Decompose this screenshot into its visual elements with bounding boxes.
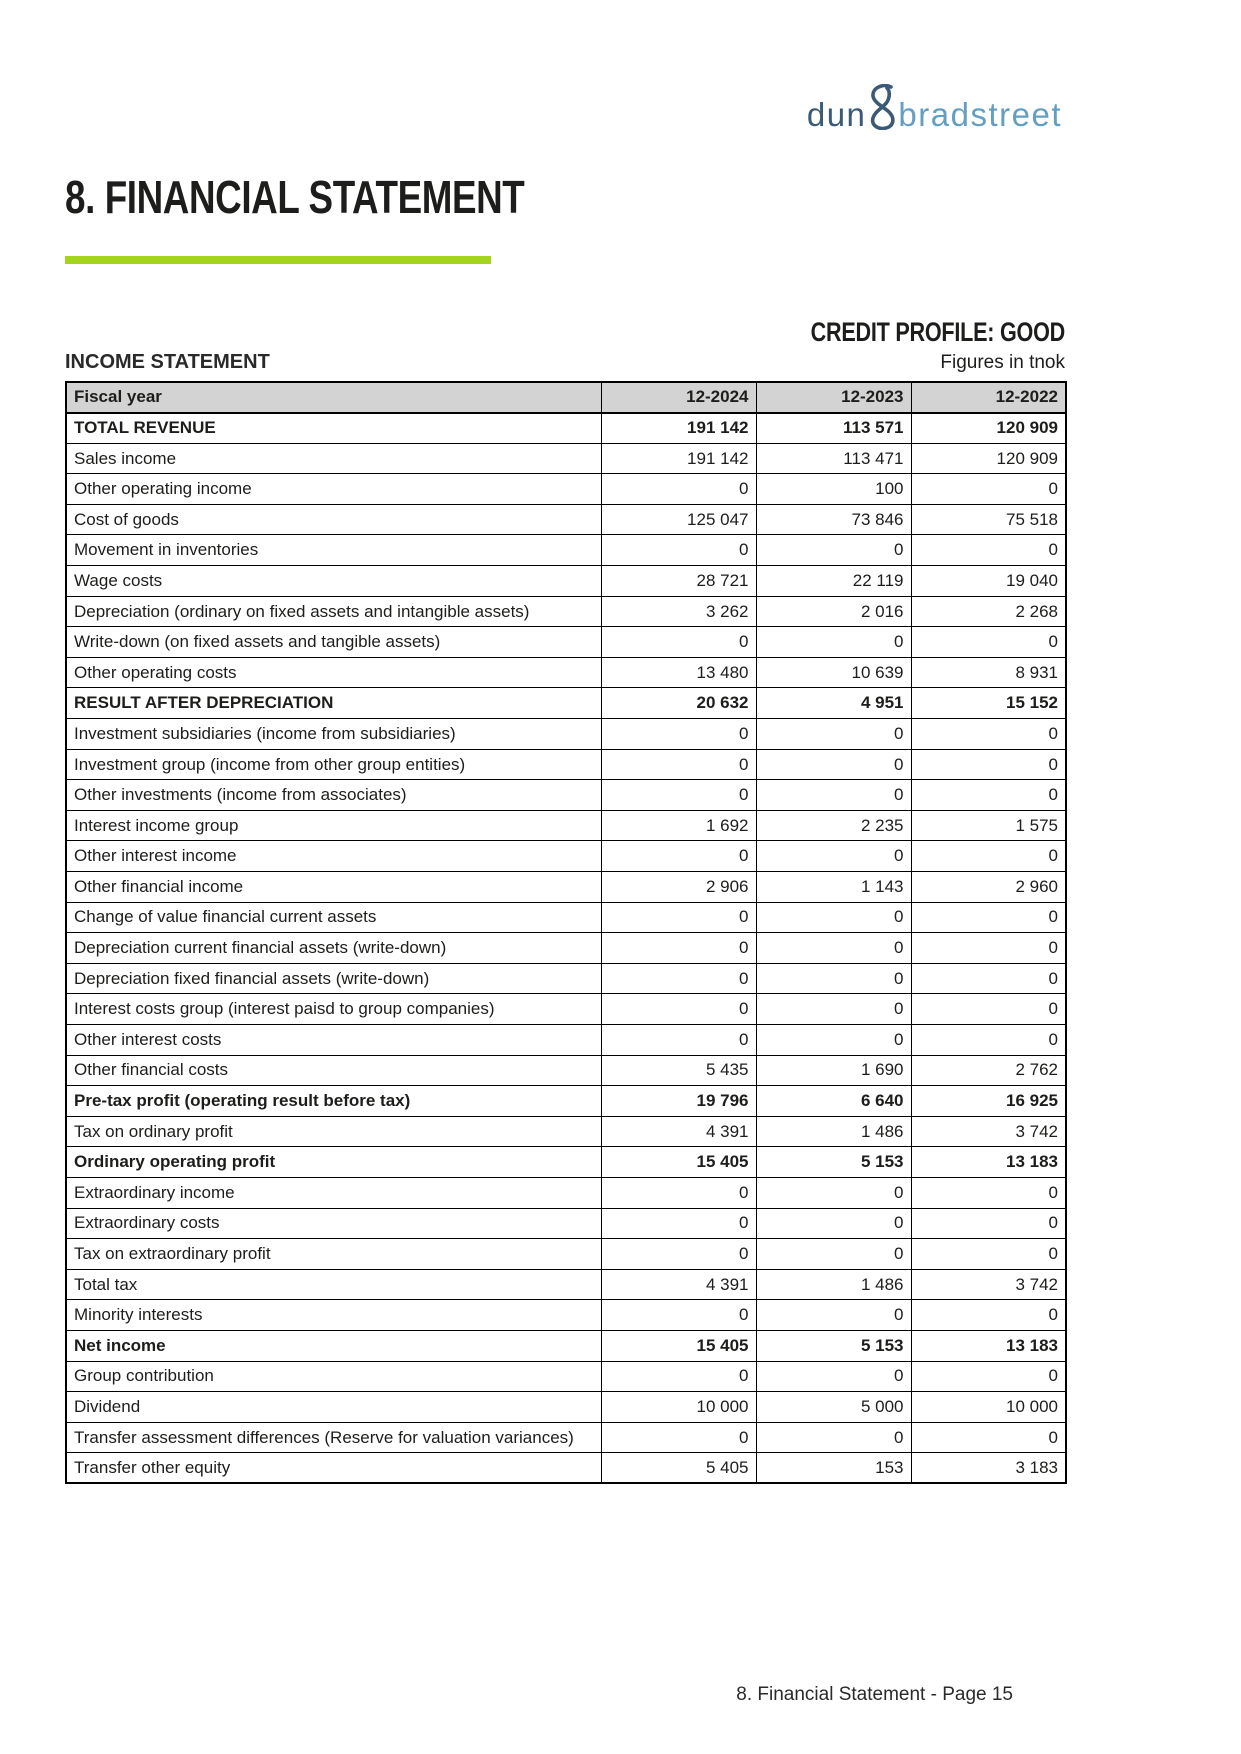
row-value: 0	[756, 994, 911, 1025]
table-row	[66, 719, 1066, 750]
row-label: Investment subsidiaries (income from subsidiaries)	[66, 719, 601, 750]
row-value: 0	[756, 963, 911, 994]
row-value: 19 040	[911, 566, 1066, 597]
row-label: Other interest costs	[66, 1024, 601, 1055]
row-value: 0	[911, 1422, 1066, 1453]
row-value: 0	[756, 749, 911, 780]
row-value: 4 391	[601, 1269, 756, 1300]
row-value: 0	[911, 841, 1066, 872]
row-value: 4 391	[601, 1116, 756, 1147]
row-value: 0	[601, 1177, 756, 1208]
row-value: 5 435	[601, 1055, 756, 1086]
row-value: 0	[756, 1208, 911, 1239]
row-value: 0	[756, 841, 911, 872]
table-row	[66, 535, 1066, 566]
row-label: Write-down (on fixed assets and tangible assets)	[66, 627, 601, 658]
row-label: Tax on extraordinary profit	[66, 1239, 601, 1270]
row-value: 0	[911, 1208, 1066, 1239]
income-statement-table	[65, 381, 1067, 1484]
row-label: Interest costs group (interest paisd to group companies)	[66, 994, 601, 1025]
table-row	[66, 810, 1066, 841]
table-row	[66, 872, 1066, 903]
row-value: 0	[911, 1239, 1066, 1270]
table-row	[66, 657, 1066, 688]
table-row	[66, 1208, 1066, 1239]
row-value: 0	[601, 1208, 756, 1239]
logo-text-dun: dun	[806, 96, 867, 133]
row-value: 0	[756, 902, 911, 933]
row-value: 13 480	[601, 657, 756, 688]
row-value: 2 016	[756, 596, 911, 627]
row-value: 120 909	[911, 443, 1066, 474]
table-row	[66, 504, 1066, 535]
row-value: 2 762	[911, 1055, 1066, 1086]
row-label: Group contribution	[66, 1361, 601, 1392]
row-value: 13 183	[911, 1330, 1066, 1361]
table-row	[66, 1055, 1066, 1086]
row-label: Total tax	[66, 1269, 601, 1300]
row-label: Wage costs	[66, 566, 601, 597]
row-value: 0	[601, 841, 756, 872]
row-value: 2 906	[601, 872, 756, 903]
row-value: 0	[601, 902, 756, 933]
header-col-2023: 12-2023	[756, 382, 911, 413]
table-row	[66, 1239, 1066, 1270]
row-label: Cost of goods	[66, 504, 601, 535]
row-value: 15 405	[601, 1147, 756, 1178]
row-label: Change of value financial current assets	[66, 902, 601, 933]
table-header-row	[66, 382, 1066, 413]
table-row	[66, 1086, 1066, 1117]
dnb-ampersand-icon	[867, 84, 897, 135]
row-value: 5 153	[756, 1147, 911, 1178]
row-value: 0	[601, 963, 756, 994]
row-value: 113 571	[756, 413, 911, 444]
row-value: 0	[601, 627, 756, 658]
row-value: 15 405	[601, 1330, 756, 1361]
row-value: 0	[756, 535, 911, 566]
title-accent-bar	[65, 256, 491, 264]
row-value: 1 692	[601, 810, 756, 841]
row-value: 0	[756, 1300, 911, 1331]
row-value: 2 960	[911, 872, 1066, 903]
table-row	[66, 994, 1066, 1025]
table-row	[66, 1147, 1066, 1178]
table-row	[66, 1392, 1066, 1423]
row-value: 0	[756, 1361, 911, 1392]
row-value: 0	[911, 902, 1066, 933]
row-value: 0	[756, 933, 911, 964]
row-value: 3 262	[601, 596, 756, 627]
row-value: 0	[601, 749, 756, 780]
dnb-logo	[807, 80, 1062, 131]
header-col-2022: 12-2022	[911, 382, 1066, 413]
row-value: 0	[756, 719, 911, 750]
row-label: Other investments (income from associates)	[66, 780, 601, 811]
row-value: 3 183	[911, 1453, 1066, 1484]
row-label: Tax on ordinary profit	[66, 1116, 601, 1147]
row-value: 8 931	[911, 657, 1066, 688]
header-fiscal-year: Fiscal year	[66, 382, 601, 413]
row-value: 0	[601, 994, 756, 1025]
row-value: 16 925	[911, 1086, 1066, 1117]
table-row	[66, 1453, 1066, 1484]
income-statement-label: INCOME STATEMENT	[65, 351, 270, 373]
row-label: Other financial costs	[66, 1055, 601, 1086]
row-value: 13 183	[911, 1147, 1066, 1178]
row-value: 28 721	[601, 566, 756, 597]
units-note: Figures in tnok	[940, 352, 1065, 373]
row-value: 0	[756, 780, 911, 811]
table-row	[66, 963, 1066, 994]
row-value: 0	[756, 1024, 911, 1055]
row-label: RESULT AFTER DEPRECIATION	[66, 688, 601, 719]
row-value: 153	[756, 1453, 911, 1484]
row-value: 1 143	[756, 872, 911, 903]
row-value: 3 742	[911, 1269, 1066, 1300]
row-label: Net income	[66, 1330, 601, 1361]
row-value: 0	[601, 719, 756, 750]
row-value: 0	[911, 1361, 1066, 1392]
table-row	[66, 1330, 1066, 1361]
row-value: 100	[756, 474, 911, 505]
row-value: 0	[911, 780, 1066, 811]
row-value: 6 640	[756, 1086, 911, 1117]
row-value: 0	[601, 1361, 756, 1392]
row-label: Transfer other equity	[66, 1453, 601, 1484]
page-title: 8. FINANCIAL STATEMENT	[65, 171, 525, 223]
row-value: 1 575	[911, 810, 1066, 841]
row-value: 0	[911, 1300, 1066, 1331]
row-value: 113 471	[756, 443, 911, 474]
row-value: 2 268	[911, 596, 1066, 627]
row-value: 75 518	[911, 504, 1066, 535]
row-value: 1 486	[756, 1116, 911, 1147]
row-value: 0	[911, 719, 1066, 750]
row-value: 2 235	[756, 810, 911, 841]
table-row	[66, 1361, 1066, 1392]
row-value: 0	[756, 627, 911, 658]
row-value: 0	[601, 1024, 756, 1055]
row-value: 10 000	[911, 1392, 1066, 1423]
row-value: 0	[756, 1422, 911, 1453]
row-value: 0	[601, 1239, 756, 1270]
row-label: Transfer assessment differences (Reserve for valuation variances)	[66, 1422, 601, 1453]
table-row	[66, 474, 1066, 505]
row-label: Depreciation fixed financial assets (write-down)	[66, 963, 601, 994]
row-value: 10 000	[601, 1392, 756, 1423]
credit-profile-label: CREDIT PROFILE: GOOD	[810, 317, 1065, 347]
row-value: 191 142	[601, 443, 756, 474]
row-value: 0	[911, 1177, 1066, 1208]
table-row	[66, 1177, 1066, 1208]
row-label: Ordinary operating profit	[66, 1147, 601, 1178]
table-row	[66, 566, 1066, 597]
row-value: 120 909	[911, 413, 1066, 444]
table-row	[66, 933, 1066, 964]
row-label: Investment group (income from other group entities)	[66, 749, 601, 780]
row-label: Depreciation current financial assets (write-down)	[66, 933, 601, 964]
row-value: 5 153	[756, 1330, 911, 1361]
row-value: 10 639	[756, 657, 911, 688]
row-value: 0	[756, 1239, 911, 1270]
row-value: 22 119	[756, 566, 911, 597]
row-value: 0	[911, 474, 1066, 505]
row-value: 0	[911, 535, 1066, 566]
table-row	[66, 688, 1066, 719]
row-value: 1 690	[756, 1055, 911, 1086]
row-label: Pre-tax profit (operating result before tax)	[66, 1086, 601, 1117]
table-row	[66, 902, 1066, 933]
row-value: 0	[911, 963, 1066, 994]
row-label: Dividend	[66, 1392, 601, 1423]
table-row	[66, 749, 1066, 780]
row-value: 0	[911, 1024, 1066, 1055]
row-label: Extraordinary income	[66, 1177, 601, 1208]
logo-text-bradstreet: bradstreet	[898, 96, 1062, 133]
row-value: 73 846	[756, 504, 911, 535]
row-label: Extraordinary costs	[66, 1208, 601, 1239]
row-label: Other interest income	[66, 841, 601, 872]
table-row	[66, 1024, 1066, 1055]
row-value: 0	[601, 535, 756, 566]
row-value: 19 796	[601, 1086, 756, 1117]
row-label: Sales income	[66, 443, 601, 474]
row-label: TOTAL REVENUE	[66, 413, 601, 444]
table-row	[66, 780, 1066, 811]
row-value: 5 000	[756, 1392, 911, 1423]
table-row	[66, 1422, 1066, 1453]
row-value: 125 047	[601, 504, 756, 535]
row-value: 1 486	[756, 1269, 911, 1300]
row-value: 0	[911, 749, 1066, 780]
row-value: 0	[911, 933, 1066, 964]
row-label: Other financial income	[66, 872, 601, 903]
row-value: 0	[756, 1177, 911, 1208]
row-value: 191 142	[601, 413, 756, 444]
row-value: 20 632	[601, 688, 756, 719]
header-col-2024: 12-2024	[601, 382, 756, 413]
row-label: Interest income group	[66, 810, 601, 841]
row-value: 0	[911, 627, 1066, 658]
table-row	[66, 1300, 1066, 1331]
table-row	[66, 443, 1066, 474]
row-value: 0	[601, 780, 756, 811]
row-value: 0	[601, 933, 756, 964]
row-value: 15 152	[911, 688, 1066, 719]
row-value: 5 405	[601, 1453, 756, 1484]
table-row	[66, 596, 1066, 627]
row-value: 4 951	[756, 688, 911, 719]
table-row	[66, 627, 1066, 658]
page-footer: 8. Financial Statement - Page 15	[736, 1684, 1013, 1705]
table-row	[66, 841, 1066, 872]
table-row	[66, 1116, 1066, 1147]
row-value: 0	[601, 474, 756, 505]
table-row	[66, 413, 1066, 444]
row-value: 0	[601, 1422, 756, 1453]
table-row	[66, 1269, 1066, 1300]
row-label: Other operating costs	[66, 657, 601, 688]
row-label: Other operating income	[66, 474, 601, 505]
row-value: 0	[911, 994, 1066, 1025]
row-label: Depreciation (ordinary on fixed assets and intangible assets)	[66, 596, 601, 627]
row-value: 0	[601, 1300, 756, 1331]
row-value: 3 742	[911, 1116, 1066, 1147]
row-label: Minority interests	[66, 1300, 601, 1331]
row-label: Movement in inventories	[66, 535, 601, 566]
